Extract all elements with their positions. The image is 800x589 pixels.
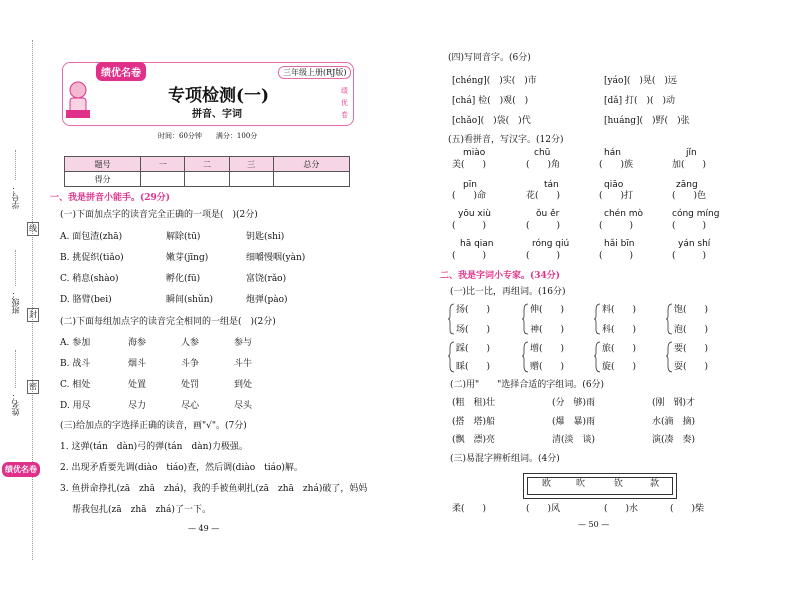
q8-title: (三)易混字辨析组词。(4分) [450, 454, 560, 464]
seal-char-feng: 封 [27, 308, 39, 322]
score-cell[interactable] [185, 172, 229, 187]
q2-option-b-1[interactable]: B. 战斗 [60, 359, 91, 369]
q6-item[interactable]: 耍( ) [674, 362, 709, 372]
q5-pinyin: hǎi bīn [604, 239, 635, 249]
q6-item[interactable]: 踩( ) [456, 344, 491, 354]
q3-line[interactable]: 帮我包扎(zā zhā zhá)了一下。 [72, 505, 211, 515]
q8-answer[interactable]: ( )风 [526, 504, 561, 514]
page-title: 专项检测(一) [168, 86, 270, 106]
score-cell[interactable] [273, 172, 349, 187]
q2-option-c-2: 处置 [128, 380, 147, 390]
grade-badge: 三年级上册(RJ版) [278, 66, 351, 79]
score-table [64, 156, 350, 187]
q7-item[interactable]: 清(淡 谈) [552, 435, 596, 445]
q3-line[interactable]: 1. 这弹(tán dàn)弓的弹(tán dàn)力极强。 [60, 442, 248, 452]
q3-line[interactable]: 2. 出现矛盾要先调(diào tiáo)查，然后调(diào tiáo)解。 [60, 463, 303, 473]
q1-option-a-1[interactable]: A. 面包渣(zhā) [60, 232, 123, 242]
q2-option-a-1[interactable]: A. 参加 [60, 338, 91, 348]
q5-pinyin: qiāo [604, 180, 624, 190]
q1-option-a-3: 钥匙(shi) [246, 232, 285, 242]
q2-option-a-2: 海参 [128, 338, 147, 348]
q5-pinyin: tán [544, 180, 559, 190]
q5-answer[interactable]: ( )命 [452, 191, 487, 201]
q2-option-b-2: 烟斗 [128, 359, 147, 369]
q5-pinyin: hán [604, 148, 621, 158]
q5-pinyin: róng qiú [532, 239, 570, 249]
q5-answer[interactable]: ( )色 [672, 191, 707, 201]
q8-box-char: 钦 [614, 479, 624, 489]
name-line [15, 350, 16, 388]
q7-item[interactable]: (分 够)雨 [552, 398, 596, 408]
seal-char-mi: 密 [27, 380, 39, 394]
score-row-label: 得分 [65, 172, 141, 187]
side-letter-3: 卷 [341, 111, 348, 119]
q6-item[interactable]: 赠( ) [530, 362, 565, 372]
q4-row-1-right[interactable]: [yáo]( )晃( )远 [604, 76, 677, 86]
student-number-label: 学号： [11, 185, 20, 209]
q3-line[interactable]: 3. 鱼拼命挣扎(zā zhā zhá)，我的手被鱼刺扎(zā zhā zhá)破了，妈妈 [60, 484, 368, 494]
time-score-info: 时间：60分钟 满分：100分 [158, 132, 258, 140]
q1-option-b-1[interactable]: B. 挑促织(tiǎo) [60, 253, 124, 263]
side-logo: 绩优名卷 [2, 462, 40, 477]
q5-answer[interactable]: ( ) [672, 221, 707, 231]
q8-answer[interactable]: 柔( ) [452, 504, 487, 514]
q4-title: (四)写同音字。(6分) [448, 53, 531, 63]
q4-row-1-left[interactable]: [chéng]( )实( )市 [452, 76, 537, 86]
q5-answer[interactable]: 美( ) [452, 160, 487, 170]
q2-option-d-1[interactable]: D. 用尽 [60, 401, 91, 411]
q4-row-2-right[interactable]: [dǎ] 打( )( )动 [604, 96, 676, 106]
q5-answer[interactable]: ( )角 [526, 160, 561, 170]
q4-row-2-left[interactable]: [chá] 检( )观( ) [452, 96, 529, 106]
q1-option-c-3: 富饶(rǎo) [246, 274, 287, 284]
name-label: 姓名： [11, 392, 20, 416]
q5-pinyin: yōu xiù [458, 209, 491, 219]
q5-pinyin: jǐn [686, 148, 697, 158]
q4-row-3-left[interactable]: [chǎo]( )袋( )代 [452, 116, 531, 126]
q2-option-b-3: 斗争 [181, 359, 200, 369]
q2-option-c-4: 到处 [234, 380, 253, 390]
q6-item[interactable]: 扬( ) [456, 305, 491, 315]
q6-item[interactable]: 睬( ) [456, 362, 491, 372]
class-line [15, 250, 16, 286]
q1-title: (一)下面加点字的读音完全正确的一项是( )(2分) [60, 210, 258, 220]
q6-item[interactable]: 料( ) [602, 305, 637, 315]
q8-box-char: 款 [650, 479, 660, 489]
q7-title: (二)用" "选择合适的字组词。(6分) [450, 380, 605, 390]
q3-title: (三)给加点的字选择正确的读音，画"√"。(7分) [60, 421, 247, 431]
q5-answer[interactable]: ( ) [452, 251, 487, 261]
q5-answer[interactable]: ( ) [526, 221, 561, 231]
q1-option-c-1[interactable]: C. 稍息(shào) [60, 274, 119, 284]
q2-option-d-4: 尽头 [234, 401, 253, 411]
brand-logo: 绩优名卷 [96, 62, 146, 81]
class-label: 班级： [11, 290, 20, 314]
score-header-cell: 一 [141, 157, 185, 172]
q5-title: (五)看拼音，写汉字。(12分) [448, 135, 564, 145]
q8-box-char: 欧 [542, 479, 552, 489]
q7-item[interactable]: (飘 漂)亮 [452, 435, 496, 445]
q5-answer[interactable]: ( ) [452, 221, 487, 231]
q7-item[interactable]: (爆 暴)雨 [552, 417, 596, 427]
q8-box-char: 吹 [576, 479, 586, 489]
score-cell[interactable] [141, 172, 185, 187]
mascot-illustration [64, 80, 92, 120]
q5-answer[interactable]: ( ) [599, 221, 634, 231]
q1-option-d-3: 炮弹(pào) [246, 295, 288, 305]
score-header-cell: 二 [185, 157, 229, 172]
q2-option-d-3: 尽心 [181, 401, 200, 411]
q6-item[interactable]: 场( ) [456, 325, 491, 335]
score-header-cell: 总分 [273, 157, 349, 172]
q5-answer[interactable]: 花( ) [526, 191, 561, 201]
q5-pinyin: miào [463, 148, 486, 158]
q7-item[interactable]: (粗 租)壮 [452, 398, 496, 408]
q7-item[interactable]: (刚 钢)才 [652, 398, 696, 408]
q1-option-a-2: 解除(tū) [166, 232, 201, 242]
q6-item[interactable]: 科( ) [602, 325, 637, 335]
score-cell[interactable] [229, 172, 273, 187]
q8-answer[interactable]: ( )水 [604, 504, 639, 514]
q6-braces [448, 302, 688, 376]
q1-option-d-2: 瞬间(shǔn) [166, 295, 214, 305]
q5-answer[interactable]: ( ) [599, 251, 634, 261]
seal-char-xian: 线 [27, 222, 39, 236]
q2-option-c-1[interactable]: C. 相处 [60, 380, 91, 390]
q6-item[interactable]: 饱( ) [674, 305, 709, 315]
score-header-cell: 三 [229, 157, 273, 172]
q2-option-a-3: 人参 [181, 338, 200, 348]
q5-pinyin: chén mò [604, 209, 644, 219]
q2-option-d-2: 尽力 [128, 401, 147, 411]
q7-item[interactable]: 演(凑 奏) [652, 435, 696, 445]
page-subtitle: 拼音、字词 [192, 109, 242, 120]
page-number-right: — 50 — [578, 520, 610, 529]
q4-row-3-right[interactable]: [huáng]( )野( )张 [604, 116, 690, 126]
q2-option-a-4: 参与 [234, 338, 253, 348]
q6-item[interactable]: 增( ) [530, 344, 565, 354]
q6-item[interactable]: 旅( ) [602, 344, 637, 354]
q5-answer[interactable]: ( )打 [599, 191, 634, 201]
side-letter-1: 绩 [341, 87, 348, 95]
q5-answer[interactable]: ( ) [526, 251, 561, 261]
q6-title: (一)比一比，再组词。(16分) [450, 287, 566, 297]
q2-option-b-4: 斗牛 [234, 359, 253, 369]
page-number-left: — 49 — [188, 524, 220, 533]
q5-pinyin: ǒu ěr [536, 209, 560, 219]
section-1-heading: 一、我是拼音小能手。(29分) [50, 193, 171, 203]
q5-pinyin: cóng míng [672, 209, 720, 219]
q5-answer[interactable]: ( ) [672, 251, 707, 261]
q5-pinyin: pīn [463, 180, 477, 190]
binding-dotted-line [32, 40, 33, 560]
section-2-heading: 二、我是字词小专家。(34分) [440, 271, 561, 281]
q1-option-b-3: 细嚼慢咽(yàn) [246, 253, 306, 263]
q5-answer[interactable]: 加( ) [672, 160, 707, 170]
q5-pinyin: hā qian [460, 239, 494, 249]
q8-answer[interactable]: ( )柴 [670, 504, 705, 514]
q2-title: (二)下面每组加点字的读音完全相同的一组是( )(2分) [60, 317, 276, 327]
q6-item[interactable]: 伸( ) [530, 305, 565, 315]
student-number-line [15, 150, 16, 180]
q1-option-b-2: 嫩芽(jīng) [166, 253, 209, 263]
q5-answer[interactable]: ( )族 [599, 160, 634, 170]
q5-pinyin: zāng [676, 180, 698, 190]
q6-item[interactable]: 神( ) [530, 325, 565, 335]
q6-item[interactable]: 要( ) [674, 344, 709, 354]
q6-item[interactable]: 泡( ) [674, 325, 709, 335]
q1-option-c-2: 孵化(fū) [166, 274, 201, 284]
q2-option-c-3: 处罚 [181, 380, 200, 390]
score-header-cell: 题号 [65, 157, 141, 172]
q5-pinyin: yán shí [678, 239, 711, 249]
q7-item[interactable]: 水(滴 摘) [652, 417, 696, 427]
q5-pinyin: chū [534, 148, 551, 158]
q7-item[interactable]: (搭 塔)船 [452, 417, 496, 427]
q6-item[interactable]: 旋( ) [602, 362, 637, 372]
binding-strip [0, 40, 46, 560]
q1-option-d-1[interactable]: D. 胳臂(bei) [60, 295, 112, 305]
side-letter-2: 优 [341, 99, 348, 107]
